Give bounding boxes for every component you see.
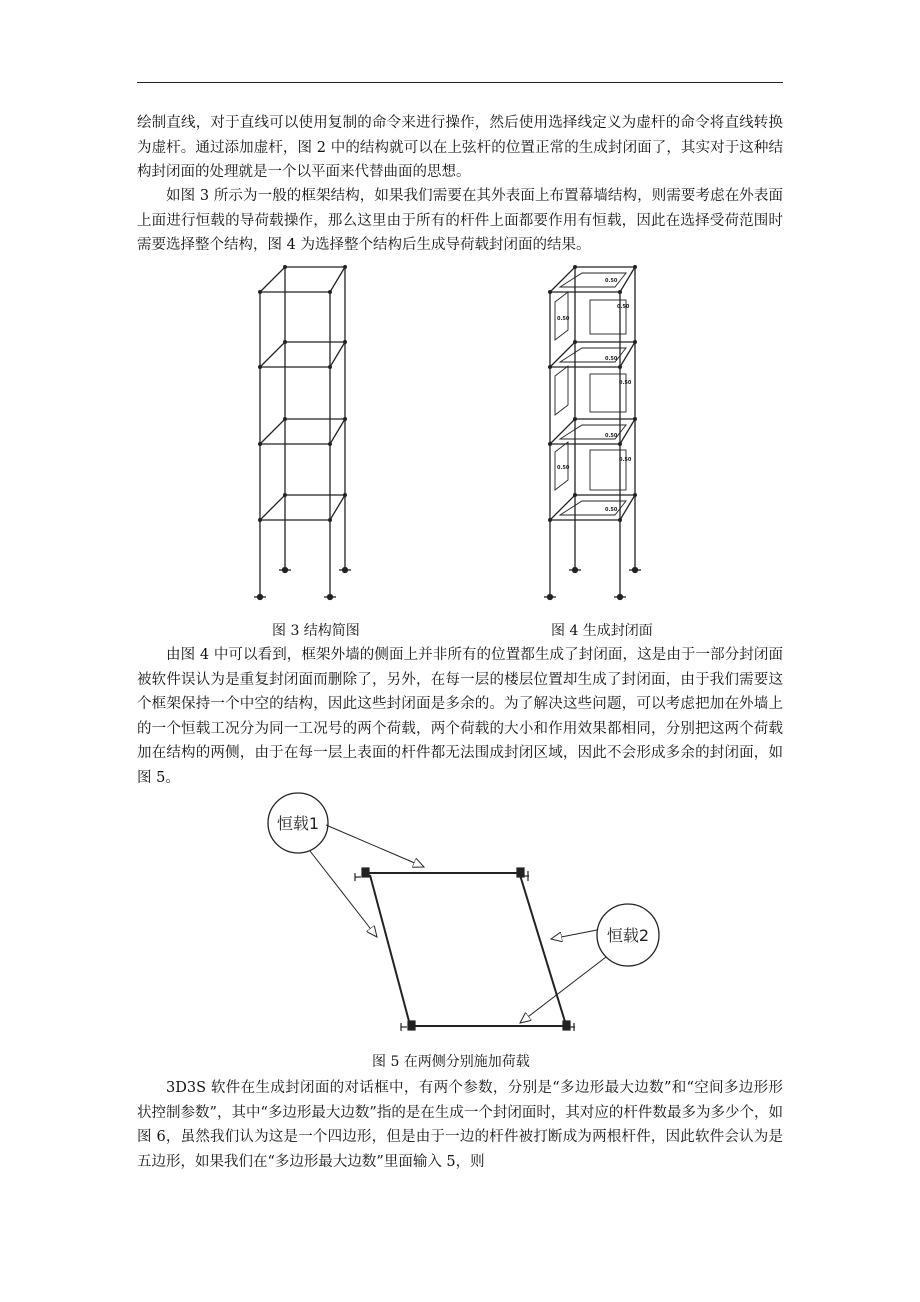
panel-label: 0.50 (605, 356, 618, 362)
panel-label: 0.50 (605, 507, 618, 513)
paragraph-4: 3D3S 软件在生成封闭面的对话框中，有两个参数，分别是“多边形最大边数”和“空间多边形形状控制参数”，其中“多边形最大边数”指的是在生成一个封闭面时，其对应的杆件数最多为多少个，如图 6，虽然我们认为这是一个四边形，但是由于一边的杆件被打断成为两根杆件，因此软件会认为是五边形，如果我们在“多边形最大边数”里面输入 5，则 (137, 1080, 783, 1170)
paragraph-3: 由图 4 中可以看到，框架外墙的侧面上并非所有的位置都生成了封闭面，这是由于一部分封闭面被软件误认为是重复封闭面而删除了，另外，在每一层的楼层位置却生成了封闭面，由于我们需要这个框架保持一个中空的结构，因此这些封闭面是多余的。为了解决这些问题，可以考虑把加在外墙上的一个恒载工况分为同一工况号的两个荷载，两个荷载的大小和作用效果都相同，分别把这两个荷载加在结构的两侧，由于在每一层上表面的杆件都无法围成封闭区域，因此不会形成多余的封闭面，如图 5。 (137, 647, 783, 786)
load-label-2: 恒载2 (606, 926, 650, 945)
panel-label: 0.50 (557, 465, 570, 471)
panel-label: 0.50 (605, 278, 618, 284)
panel-label: 0.50 (557, 316, 570, 322)
panel-label: 0.50 (619, 380, 632, 386)
load-label-1: 恒载1 (276, 814, 320, 833)
paragraph-1: 绘制直线，对于直线可以使用复制的命令来进行操作，然后使用选择线定义为虚杆的命令将直线转换为虚杆。通过添加虚杆，图 2 中的结构就可以在上弦杆的位置正常的生成封闭面了，其实对于这种结构封闭面的处理就是一个以平面来代替曲面的思想。 (137, 115, 783, 180)
figure-4-caption: 图 4 生成封闭面 (551, 623, 653, 639)
panel-label: 0.50 (605, 433, 618, 439)
figure-4-closed-faces-diagram (535, 262, 675, 607)
figure-3-caption: 图 3 结构简图 (272, 623, 360, 639)
panel-label: 0.50 (619, 457, 632, 463)
header-rule (137, 82, 783, 83)
figure-5-caption: 图 5 在两侧分别施加荷载 (372, 1054, 530, 1070)
figure-5-load-diagram (258, 787, 698, 1037)
paragraph-2: 如图 3 所示为一般的框架结构，如果我们需要在其外表面上布置幕墙结构，则需要考虑在外表面上面进行恒载的导荷载操作，那么这里由于所有的杆件上面都要作用有恒载，因此在选择受荷范围时需要选择整个结构，图 4 为选择整个结构后生成导荷载封闭面的结果。 (137, 188, 783, 253)
figure-3-frame-diagram (245, 262, 385, 607)
panel-label: 0.50 (617, 304, 630, 310)
